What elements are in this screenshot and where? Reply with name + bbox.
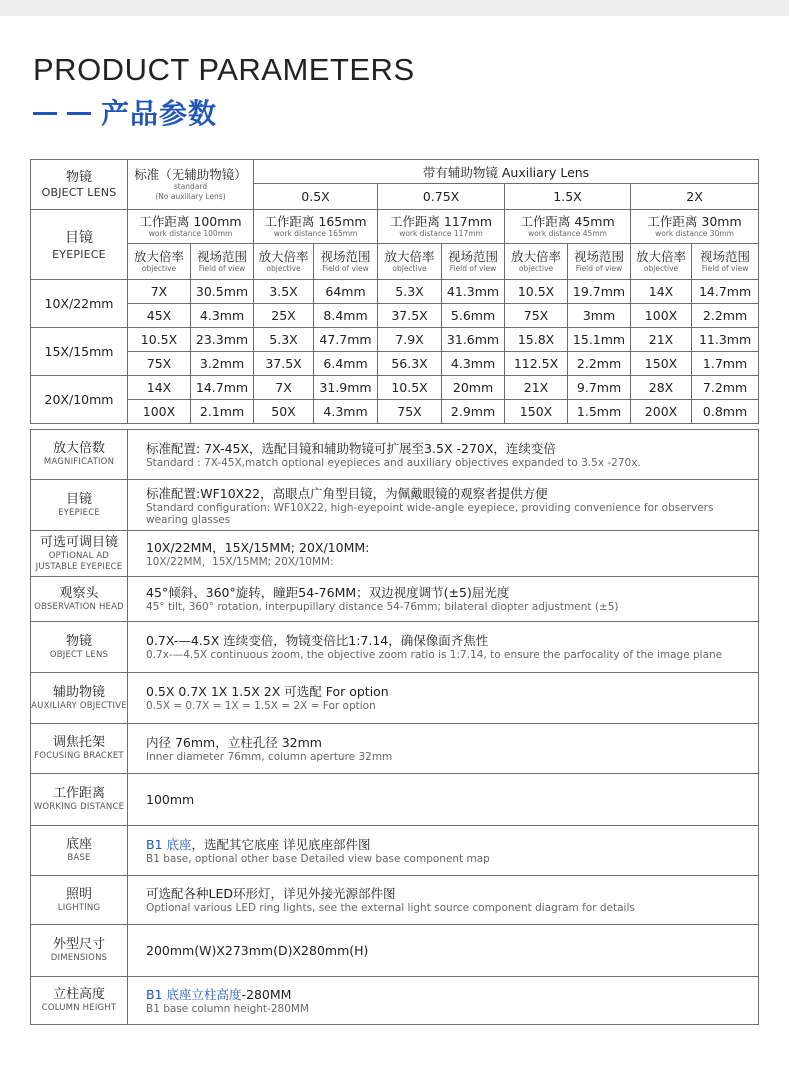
param-value-cn <box>146 942 758 959</box>
fov-en: Field of view <box>701 264 749 273</box>
magnification-cell: 14X <box>128 376 191 400</box>
param-key-cn: 可选可调目镜 <box>39 534 118 550</box>
magnification-cell: 14X <box>631 280 692 304</box>
field-of-view-cell: 41.3mm <box>442 280 505 304</box>
magnification-cell: 56.3X <box>378 352 442 376</box>
working-distance-cell <box>378 210 505 244</box>
params-table <box>30 429 759 1025</box>
param-key-en: OPTIONAL AD JUSTABLE EYEPIECE <box>35 550 123 572</box>
param-row <box>31 673 759 724</box>
magnification-cell: 21X <box>631 328 692 352</box>
param-value-cn-text: -280MM <box>241 986 292 1002</box>
param-value-cn-text: 0.7X-—4.5X 连续变倍，物镜变倍比1:7.14，确保像面齐焦性 <box>146 633 489 648</box>
param-value-en: 45° tilt, 360° rotation, interpupillary distance 54-76mm; bilateral diopter adjustment (±5) <box>146 601 619 613</box>
mag-header <box>378 244 442 280</box>
working-distance-en: work distance 165mm <box>273 229 358 238</box>
param-value-en: Standard : 7X-45X,match optional eyepieces and auxiliary objectives expanded to 3.5x -270x. <box>146 456 641 469</box>
working-distance-cell <box>631 210 759 244</box>
field-of-view-cell: 2.2mm <box>568 352 631 376</box>
param-key <box>31 977 128 1025</box>
param-key <box>31 480 128 531</box>
field-of-view-cell: 0.8mm <box>692 400 759 424</box>
aux-lens-0-75x: 0.75X <box>378 184 505 210</box>
mag-en: objective <box>518 264 554 273</box>
magnification-cell: 5.3X <box>254 328 314 352</box>
field-of-view-cell: 2.1mm <box>191 400 254 424</box>
field-of-view-cell: 64mm <box>314 280 378 304</box>
param-value-cn-text: 45°倾斜、360°旋转，瞳距54-76MM；双边视度调节(±5)屈光度 <box>146 585 510 600</box>
aux-lens-header: 带有辅助物镜 Auxiliary Lens <box>254 160 759 184</box>
field-of-view-cell: 11.3mm <box>692 328 759 352</box>
working-distance-row <box>31 210 759 244</box>
mag-header <box>505 244 568 280</box>
param-value <box>128 480 759 531</box>
subheader-row <box>31 244 759 280</box>
param-value <box>128 531 759 577</box>
param-value-en: Optional various LED ring lights, see the external light source component diagram for details <box>146 902 635 914</box>
fov-cn: 视场范围 <box>320 249 371 264</box>
fov-cn: 视场范围 <box>197 249 248 264</box>
param-row <box>31 925 759 977</box>
fov-cn: 视场范围 <box>448 249 499 264</box>
param-key-cn: 照明 <box>65 886 92 902</box>
field-of-view-cell: 1.5mm <box>568 400 631 424</box>
param-value-en: 10X/22MM，15X/15MM; 20X/10MM: <box>146 555 334 568</box>
param-row <box>31 531 759 577</box>
magnification-cell: 75X <box>128 352 191 376</box>
table-row <box>31 328 759 352</box>
working-distance-cell <box>128 210 254 244</box>
param-value-cn <box>146 683 758 700</box>
param-value-cn-text: 200mm(W)X273mm(D)X280mm(H) <box>146 943 369 958</box>
aux-lens-2x: 2X <box>631 184 759 210</box>
param-value <box>128 774 759 826</box>
param-key <box>31 774 128 826</box>
field-of-view-cell: 31.9mm <box>314 376 378 400</box>
working-distance-cn: 工作距离 45mm <box>520 214 615 229</box>
field-of-view-cell: 4.3mm <box>314 400 378 424</box>
param-key <box>31 622 128 673</box>
param-value-en: B1 base column height-280MM <box>146 1002 309 1015</box>
title-dash <box>67 112 91 115</box>
fov-cn: 视场范围 <box>574 249 625 264</box>
magnification-cell: 10.5X <box>128 328 191 352</box>
param-key-cn: 调焦托架 <box>52 735 105 750</box>
page-subtitle-text: 产品参数 <box>101 97 218 130</box>
field-of-view-cell: 4.3mm <box>442 352 505 376</box>
table-row <box>31 376 759 400</box>
param-key-cn: 工作距离 <box>52 786 105 801</box>
param-row <box>31 876 759 925</box>
field-of-view-cell: 2.9mm <box>442 400 505 424</box>
field-of-view-cell: 2.2mm <box>692 304 759 328</box>
field-of-view-cell: 14.7mm <box>191 376 254 400</box>
param-row <box>31 430 759 480</box>
magnification-cell: 5.3X <box>378 280 442 304</box>
param-value <box>128 826 759 876</box>
param-value <box>128 673 759 724</box>
magnification-cell: 37.5X <box>254 352 314 376</box>
fov-header <box>442 244 505 280</box>
eyepiece-name: 20X/10mm <box>31 376 128 424</box>
field-of-view-cell: 4.3mm <box>191 304 254 328</box>
magnification-cell: 45X <box>128 304 191 328</box>
magnification-cell: 7X <box>254 376 314 400</box>
page-subtitle <box>33 92 217 132</box>
fov-en: Field of view <box>575 264 623 273</box>
working-distance-en: work distance 100mm <box>148 229 233 238</box>
eyepiece-name: 15X/15mm <box>31 328 128 376</box>
field-of-view-cell: 14.7mm <box>692 280 759 304</box>
aux-lens-0-5x: 0.5X <box>254 184 378 210</box>
param-key <box>31 925 128 977</box>
field-of-view-cell: 47.7mm <box>314 328 378 352</box>
param-row <box>31 774 759 826</box>
standard-header <box>128 160 254 210</box>
working-distance-cn: 工作距离 30mm <box>647 214 742 229</box>
eyepiece-data-body <box>31 280 759 424</box>
mag-en: objective <box>643 264 679 273</box>
magnification-cell: 10.5X <box>505 280 568 304</box>
field-of-view-cell: 1.7mm <box>692 352 759 376</box>
working-distance-en: work distance 117mm <box>399 229 483 238</box>
magnification-cell: 100X <box>128 400 191 424</box>
mag-cn: 放大倍率 <box>133 249 184 264</box>
param-key <box>31 826 128 876</box>
param-key-en: DIMENSIONS <box>50 953 108 963</box>
fov-en: Field of view <box>449 264 497 273</box>
field-of-view-cell: 9.7mm <box>568 376 631 400</box>
param-key-cn: 目镜 <box>65 491 92 507</box>
magnification-cell: 7.9X <box>378 328 442 352</box>
param-value-cn-text: 100mm <box>146 792 195 807</box>
magnification-cell: 75X <box>378 400 442 424</box>
param-value-en: Inner diameter 76mm, column aperture 32mm <box>146 750 393 763</box>
table-row <box>31 304 759 328</box>
param-key-en: AUXILIARY OBJECTIVE <box>31 700 127 711</box>
table-row <box>31 400 759 424</box>
param-key-en: LIGHTING <box>57 902 101 913</box>
field-of-view-cell: 8.4mm <box>314 304 378 328</box>
magnification-cell: 21X <box>505 376 568 400</box>
field-of-view-cell: 7.2mm <box>692 376 759 400</box>
param-value <box>128 977 759 1025</box>
param-value-cn-text: 可选配各种LED环形灯，详见外接光源部件图 <box>146 886 396 901</box>
param-key <box>31 531 128 577</box>
mag-cn: 放大倍率 <box>258 249 309 264</box>
param-value-cn-text: 标准配置: 7X-45X，选配目镜和辅助物镜可扩展至3.5X -270X，连续变倍 <box>146 440 556 456</box>
param-value-cn <box>146 791 758 808</box>
param-key-en: WORKING DISTANCE <box>33 802 125 812</box>
working-distance-cell <box>254 210 378 244</box>
param-value <box>128 622 759 673</box>
param-row <box>31 826 759 876</box>
magnification-cell: 150X <box>505 400 568 424</box>
param-value-en: 0.5X = 0.7X = 1X = 1.5X = 2X = For option <box>146 700 376 712</box>
param-key-cn: 放大倍数 <box>52 441 105 456</box>
param-row <box>31 977 759 1025</box>
param-key <box>31 430 128 480</box>
field-of-view-cell: 31.6mm <box>442 328 505 352</box>
param-key-en: COLUMN HEIGHT <box>41 1003 117 1013</box>
param-value-cn-text: 内径 76mm，立柱孔径 32mm <box>146 734 322 750</box>
param-value-en: B1 base, optional other base Detailed view base component map <box>146 852 490 865</box>
param-key <box>31 724 128 774</box>
param-value-cn <box>146 734 758 751</box>
mag-header <box>128 244 191 280</box>
fov-en: Field of view <box>322 264 369 273</box>
param-value <box>128 724 759 774</box>
spec-table <box>30 159 759 424</box>
page-title: PRODUCT PARAMETERS <box>33 52 415 87</box>
magnification-cell: 150X <box>631 352 692 376</box>
magnification-cell: 28X <box>631 376 692 400</box>
param-value-cn-text: 标准配置:WF10X22，高眼点广角型目镜，为佩戴眼镜的观察者提供方便 <box>146 485 548 501</box>
param-key-en: BASE <box>67 853 91 863</box>
field-of-view-cell: 20mm <box>442 376 505 400</box>
standard-en2: (No auxiliary Lens) <box>155 192 226 201</box>
working-distance-cn: 工作距离 165mm <box>264 214 367 229</box>
param-key-en: EYEPIECE <box>58 507 100 518</box>
param-row <box>31 622 759 673</box>
fov-en: Field of view <box>198 264 246 273</box>
magnification-cell: 112.5X <box>505 352 568 376</box>
param-row <box>31 724 759 774</box>
param-value-en: Standard configuration: WF10X22, high-eyepoint wide-angle eyepiece, providing convenience for observers wearing glasses <box>146 501 714 526</box>
param-value-cn-text: ，选配其它底座 详见底座部件图 <box>191 836 371 852</box>
param-value <box>128 925 759 977</box>
magnification-cell: 15.8X <box>505 328 568 352</box>
param-value-cn <box>146 632 758 649</box>
field-of-view-cell: 3.2mm <box>191 352 254 376</box>
param-key-en: OBSERVATION HEAD <box>34 601 124 612</box>
field-of-view-cell: 30.5mm <box>191 280 254 304</box>
object-lens-cn: 物镜 <box>65 169 92 185</box>
working-distance-en: work distance 30mm <box>655 229 734 238</box>
working-distance-cell <box>505 210 631 244</box>
field-of-view-cell: 5.6mm <box>442 304 505 328</box>
param-value-highlight: B1 底座 <box>146 836 192 852</box>
param-row <box>31 480 759 531</box>
magnification-cell: 50X <box>254 400 314 424</box>
param-value <box>128 430 759 480</box>
param-key-cn: 观察头 <box>59 585 99 601</box>
param-key <box>31 876 128 925</box>
fov-header <box>568 244 631 280</box>
param-value-highlight: B1 底座立柱高度 <box>146 986 242 1002</box>
param-key-cn: 物镜 <box>65 633 92 649</box>
param-value-cn <box>146 885 758 902</box>
magnification-cell: 75X <box>505 304 568 328</box>
mag-cn: 放大倍率 <box>511 249 562 264</box>
field-of-view-cell: 15.1mm <box>568 328 631 352</box>
eyepiece-cn: 目镜 <box>65 229 93 246</box>
mag-en: objective <box>392 264 427 273</box>
param-value-cn-text: 10X/22MM，15X/15MM; 20X/10MM: <box>146 539 370 555</box>
fov-header <box>191 244 254 280</box>
table-row <box>31 352 759 376</box>
param-value-cn <box>146 836 758 853</box>
param-value <box>128 577 759 622</box>
standard-cn: 标准（无辅助物镜） <box>134 167 247 182</box>
field-of-view-cell: 23.3mm <box>191 328 254 352</box>
param-key <box>31 577 128 622</box>
magnification-cell: 200X <box>631 400 692 424</box>
mag-en: objective <box>141 264 177 273</box>
param-key <box>31 673 128 724</box>
param-key-cn: 底座 <box>65 837 92 852</box>
param-key-cn: 辅助物镜 <box>52 684 105 700</box>
table-row <box>31 280 759 304</box>
params-body <box>31 430 759 1025</box>
eyepiece-en: EYEPIECE <box>52 247 106 261</box>
param-value-cn <box>146 584 758 601</box>
working-distance-en: work distance 45mm <box>528 229 607 238</box>
top-strip <box>0 0 789 16</box>
magnification-cell: 10.5X <box>378 376 442 400</box>
param-value-cn <box>146 539 758 556</box>
field-of-view-cell: 3mm <box>568 304 631 328</box>
eyepiece-name: 10X/22mm <box>31 280 128 328</box>
magnification-cell: 3.5X <box>254 280 314 304</box>
mag-header <box>631 244 692 280</box>
working-distance-cn: 工作距离 100mm <box>139 214 242 229</box>
param-value-cn <box>146 485 758 502</box>
mag-cn: 放大倍率 <box>384 249 435 264</box>
param-key-cn: 外型尺寸 <box>52 937 105 952</box>
mag-header <box>254 244 314 280</box>
object-lens-en: OBJECT LENS <box>41 185 117 199</box>
field-of-view-cell: 6.4mm <box>314 352 378 376</box>
param-key-en: FOCUSING BRACKET <box>34 751 124 761</box>
mag-cn: 放大倍率 <box>636 249 687 264</box>
param-value-cn <box>146 440 758 457</box>
mag-en: objective <box>266 264 301 273</box>
aux-lens-1-5x: 1.5X <box>505 184 631 210</box>
param-value <box>128 876 759 925</box>
standard-en1: standard <box>173 182 208 191</box>
working-distance-cn: 工作距离 117mm <box>389 214 493 229</box>
fov-header <box>692 244 759 280</box>
title-dash <box>33 112 57 115</box>
fov-header <box>314 244 378 280</box>
param-row <box>31 577 759 622</box>
fov-cn: 视场范围 <box>700 249 751 264</box>
magnification-cell: 37.5X <box>378 304 442 328</box>
param-key-en: MAGNIFICATION <box>43 457 115 467</box>
magnification-cell: 100X <box>631 304 692 328</box>
param-key-cn: 立柱高度 <box>52 987 105 1002</box>
spec-header-row-1 <box>31 160 759 184</box>
field-of-view-cell: 19.7mm <box>568 280 631 304</box>
param-value-cn <box>146 986 758 1003</box>
magnification-cell: 25X <box>254 304 314 328</box>
param-value-en: 0.7x-—4.5X continuous zoom, the objective zoom ratio is 1:7.14, to ensure the parfocality of the image plane <box>146 649 723 661</box>
eyepiece-header <box>31 210 128 280</box>
object-lens-header <box>31 160 128 210</box>
param-key-en: OBJECT LENS <box>49 649 109 660</box>
param-value-cn-text: 0.5X 0.7X 1X 1.5X 2X 可选配 For option <box>146 684 389 699</box>
magnification-cell: 7X <box>128 280 191 304</box>
